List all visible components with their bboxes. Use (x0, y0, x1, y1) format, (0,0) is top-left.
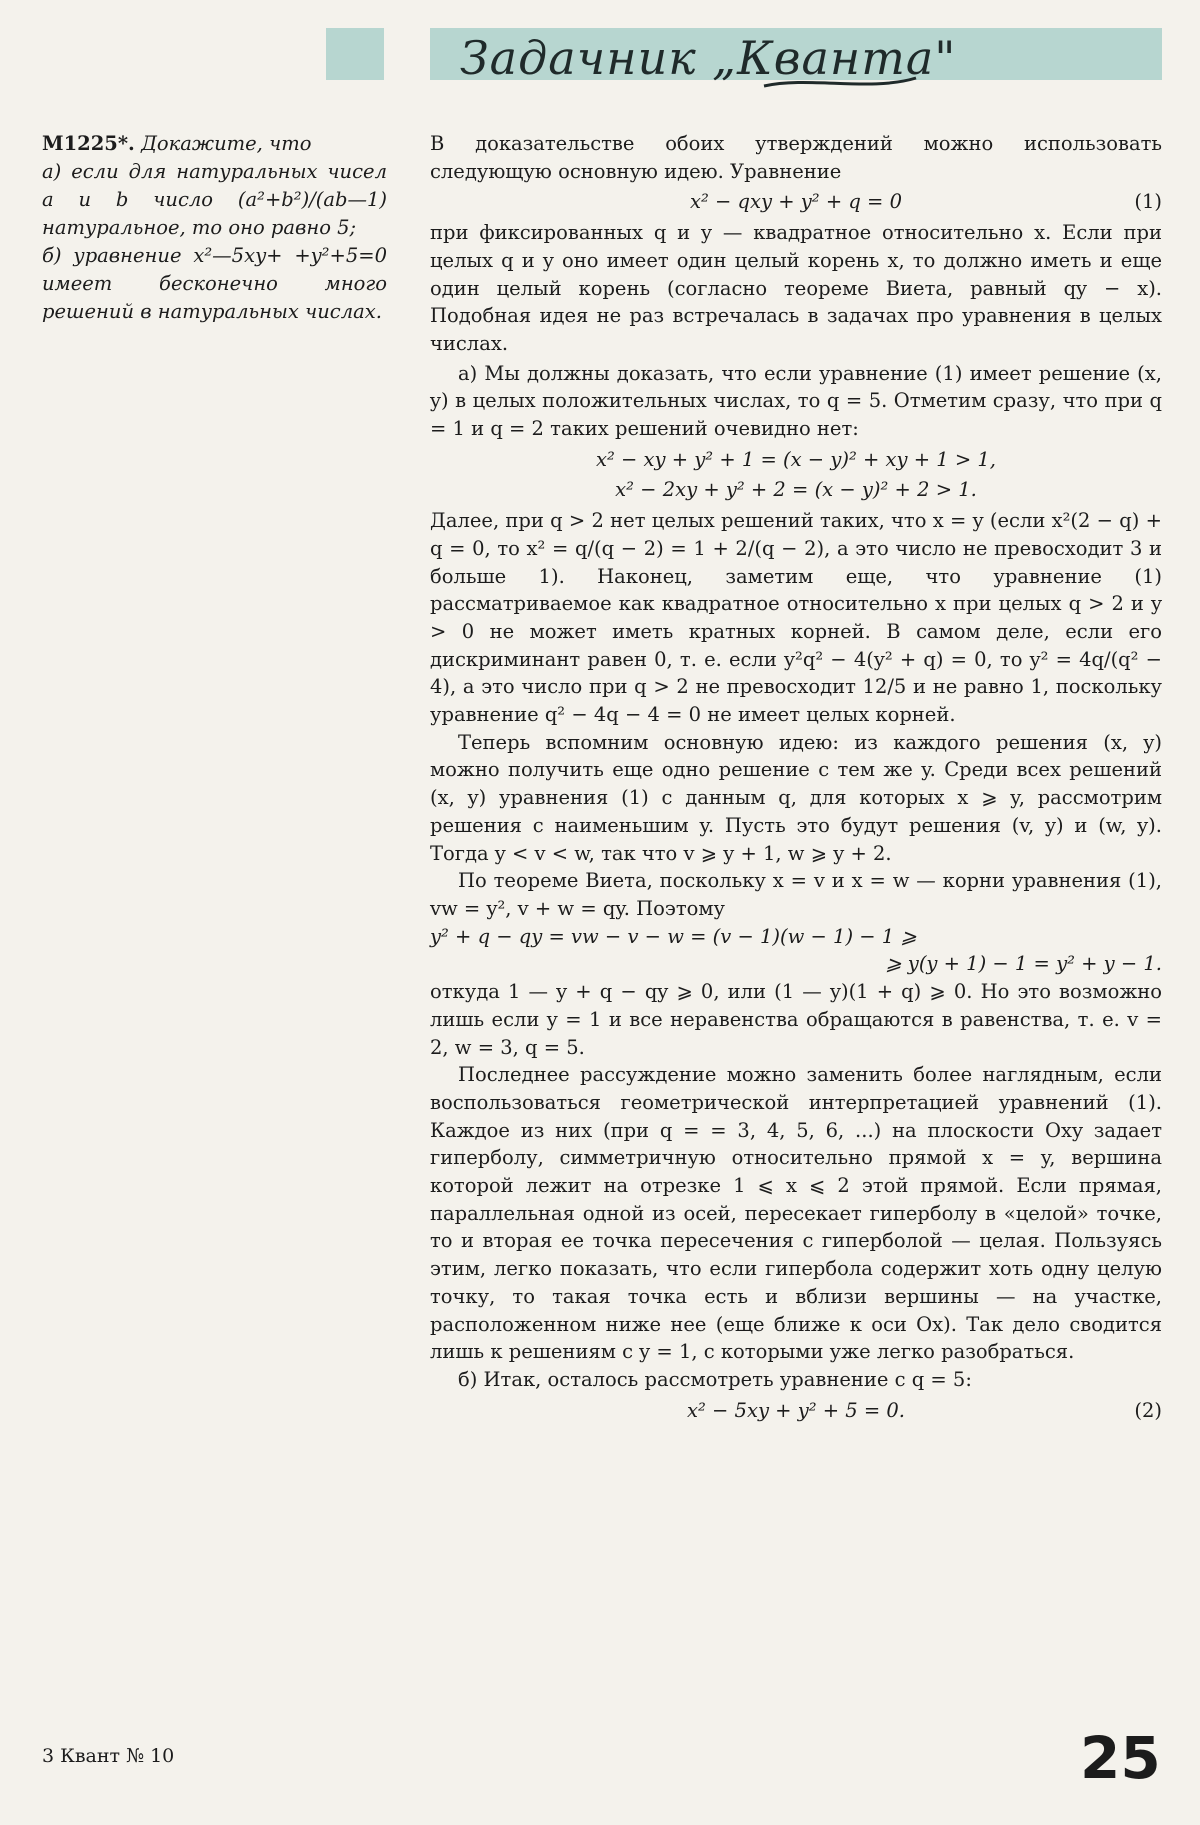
paragraph: По теореме Виета, поскольку x = v и x = w — корни уравнения (1), vw = y², v + w = qy. Поэтому (430, 869, 1162, 920)
problem-line: б) уравнение x²—5xy+ +y²+5=0 имеет бесконечно много решений в натуральных числах. (42, 244, 387, 323)
solution-text (430, 130, 1162, 1427)
equation-number: (2) (1134, 1398, 1162, 1422)
paragraph: при фиксированных q и y — квадратное относительно x. Если при целых q и y оно имеет один целый корень x, то должно иметь и еще один целый корень (согласно теореме Виета, равный qy − x). Подобная идея не раз встречалась в задачах про уравнения в целых числах. (430, 221, 1162, 355)
equation-1 (430, 188, 1162, 216)
paragraph: а) Мы должны доказать, что если уравнение (1) имеет решение (x, y) в целых положительных числах, то q = 5. Отметим сразу, что при q = 1 и q = 2 таких решений очевидно нет: (430, 361, 1162, 441)
equation-2b: x² − 2xy + y² + 2 = (x − y)² + 2 > 1. (615, 478, 977, 502)
paragraph: В доказательстве обоих утверждений можно использовать следующую основную идею. Уравнение (430, 132, 1162, 183)
equation-body: x² − qxy + y² + q = 0 (690, 190, 902, 214)
equation-2a: x² − xy + y² + 1 = (x − y)² + xy + 1 > 1, (595, 447, 997, 471)
header-accent-block (326, 28, 384, 80)
section-title: Задачник „Кванта" (460, 31, 957, 85)
paragraph: откуда 1 — y + q − qy ⩾ 0, или (1 — y)(1 + q) ⩾ 0. Но это возможно лишь если y = 1 и все неравенства обращаются в равенства, т. е. v = 2, w = 3, q = 5. (430, 980, 1162, 1059)
problem-id: М1225*. (42, 132, 135, 155)
equation-2 (430, 1397, 1162, 1425)
equation-3a: y² + q − qy = vw − v − w = (v − 1)(w − 1) − 1 ⩾ (430, 924, 917, 948)
equation-3b: ⩾ y(y + 1) − 1 = y² + y − 1. (885, 952, 1162, 976)
paragraph: б) Итак, осталось рассмотреть уравнение с q = 5: (458, 1367, 972, 1391)
paragraph: Последнее рассуждение можно заменить более наглядным, если воспользоваться геометрической интерпретацией уравнений (1). Каждое из них (при q = = 3, 4, 5, 6, ...) на плоскости Oxy задает гиперболу, симметричную относительно прямой x = y, вершина которой лежит на отрезке 1 ⩽ x ⩽ 2 этой прямой. Если прямая, параллельная одной из осей, пересекает гиперболу в «целой» точке, то и вторая ее точка пересечения с гиперболой — целая. Пользуясь этим, легко показать, что если гипербола содержит хоть одну целую точку, то такая точка есть и вблизи вершины — на участке, расположенном ниже нее (еще ближе к оси Ox). Так дело сводится лишь к решениям с y = 1, с которыми уже легко разобраться. (430, 1063, 1162, 1364)
problem-line: а) если для натуральных чисел a и b число (a²+b²)/(ab—1) натуральное, то оно равно 5; (42, 160, 387, 239)
equation-body: x² − 5xy + y² + 5 = 0. (686, 1398, 906, 1422)
paragraph: Теперь вспомним основную идею: из каждого решения (x, y) можно получить еще одно решение с тем же y. Среди всех решений (x, y) уравнения (1) с данным q, для которых x ⩾ y, рассмотрим решения с наименьшим y. Пусть это будут решения (v, y) и (w, y). Тогда y < v < w, так что v ⩾ y + 1, w ⩾ y + 2. (430, 730, 1162, 865)
equation-number: (1) (1134, 190, 1162, 214)
title-swash-icon (760, 66, 920, 96)
problem-line: Докажите, что (141, 132, 312, 155)
paragraph: Далее, при q > 2 нет целых решений таких, что x = y (если x²(2 − q) + q = 0, то x² = q/(q − 2) = 1 + 2/(q − 2), а это число не превосходит 3 и больше 1). Наконец, заметим еще, что уравнение (1) рассматриваемое как квадратное относительно x при целых q > 2 и y > 0 не может иметь кратных корней. В самом деле, если его дискриминант равен 0, т. е. если y²q² − 4(y² + q) = 0, то y² = 4q/(q² − 4), а это число при q > 2 не превосходит 12/5 и не равно 1, поскольку уравнение q² − 4q − 4 = 0 не имеет целых корней. (430, 509, 1162, 727)
page-number: 25 (1080, 1724, 1161, 1792)
footer-signature: 3 Квант № 10 (42, 1745, 175, 1767)
problem-statement (42, 130, 387, 326)
